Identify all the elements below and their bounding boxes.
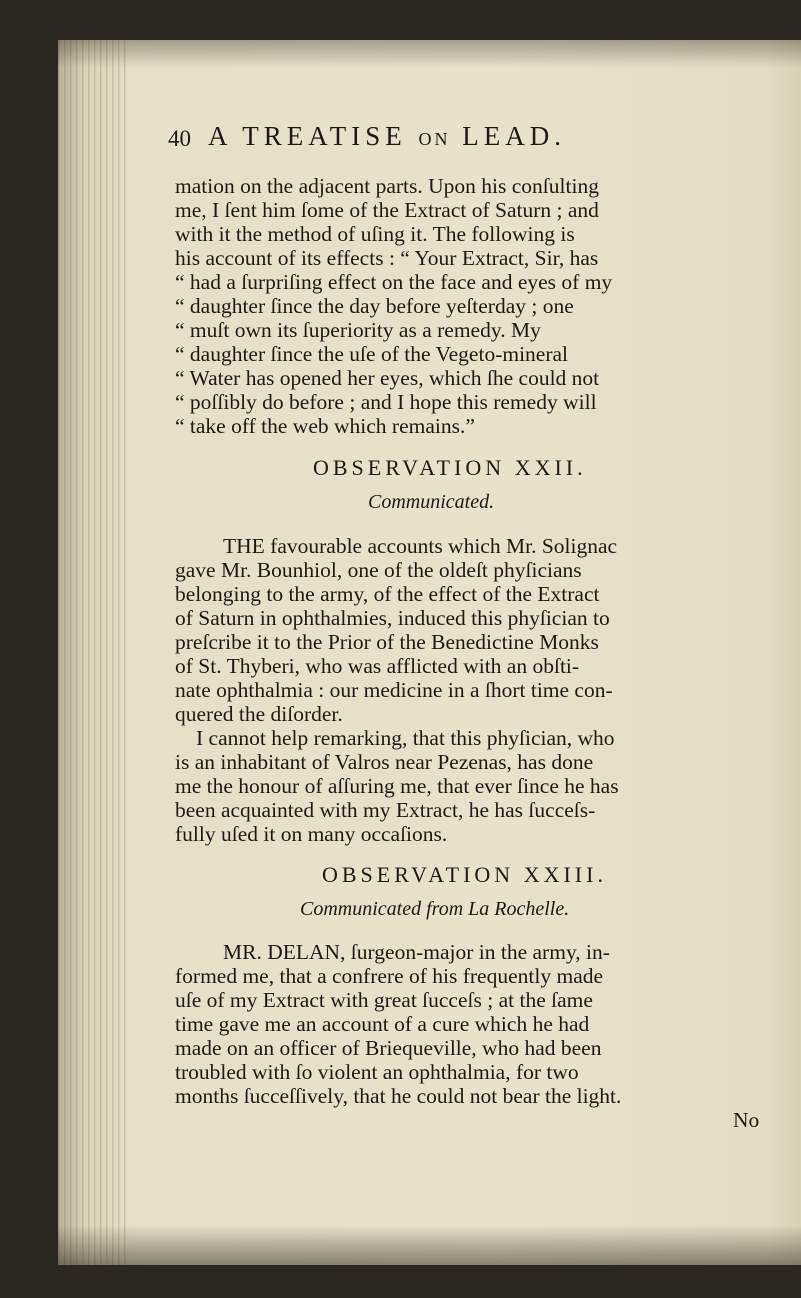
paragraph-2-line: gave Mr. Bounhiol, one of the oldeſt phyſicians — [175, 558, 582, 582]
paragraph-2-line: preſcribe it to the Prior of the Benedictine Monks — [175, 630, 599, 654]
paragraph-4-line: formed me, that a confrere of his frequently made — [175, 964, 604, 988]
paragraph-2-line: of Saturn in ophthalmies, induced this phyſician to — [175, 606, 610, 630]
paragraph-3-line: is an inhabitant of Valros near Pezenas, has done — [175, 750, 594, 774]
paragraph-1-line: “ muſt own its ſuperiority as a remedy. My — [175, 318, 541, 342]
running-title-end: LEAD. — [462, 121, 566, 151]
paragraph-1-line: mation on the adjacent parts. Upon his conſulting — [175, 174, 599, 198]
observation-22-subheading: Communicated. — [368, 491, 495, 513]
page-number: 40 — [168, 126, 191, 151]
running-title-main: A TREATISE — [208, 121, 407, 151]
paragraph-1-line: his account of its effects : “ Your Extract, Sir, has — [175, 246, 599, 270]
paragraph-2-line: of St. Thyberi, who was afflicted with an obſti- — [175, 654, 580, 678]
paragraph-3-line: been acquainted with my Extract, he has ſucceſs- — [175, 798, 596, 822]
paragraph-4-line: MR. DELAN, ſurgeon-major in the army, in- — [223, 940, 610, 964]
observation-23-heading: OBSERVATION XXIII. — [322, 862, 607, 887]
paragraph-1-line: “ daughter ſince the day before yeſterday ; one — [175, 294, 574, 318]
paragraph-1-line: “ take off the web which remains.” — [175, 414, 475, 438]
paragraph-3-line: me the honour of aſſuring me, that ever ſince he has — [175, 774, 619, 798]
paragraph-1-line: “ poſſibly do before ; and I hope this remedy will — [175, 390, 597, 414]
running-title-small: ON — [418, 129, 451, 149]
paragraph-2-line: nate ophthalmia : our medicine in a ſhort time con- — [175, 678, 613, 702]
paragraph-1-line: “ had a ſurpriſing effect on the face and eyes of my — [175, 270, 613, 294]
paragraph-2-line: quered the diſorder. — [175, 702, 343, 726]
paragraph-4-line: time gave me an account of a cure which he had — [175, 1012, 590, 1036]
paragraph-1-line: “ Water has opened her eyes, which ſhe could not — [175, 366, 600, 390]
observation-23-subheading: Communicated from La Rochelle. — [300, 898, 570, 920]
paragraph-3-line: fully uſed it on many occaſions. — [175, 822, 448, 846]
paragraph-1-line: with it the method of uſing it. The following is — [175, 222, 575, 246]
paragraph-3-line: I cannot help remarking, that this phyſician, who — [196, 726, 615, 750]
paragraph-2-line: belonging to the army, of the effect of the Extract — [175, 582, 600, 606]
paragraph-4-line: troubled with ſo violent an ophthalmia, for two — [175, 1060, 579, 1084]
paragraph-4-line: months ſucceſſively, that he could not bear the light. — [175, 1084, 622, 1108]
paragraph-2-line: THE favourable accounts which Mr. Solignac — [223, 534, 618, 558]
paragraph-4-line: made on an officer of Briequeville, who had been — [175, 1036, 602, 1060]
paragraph-4-line: uſe of my Extract with great ſucceſs ; at the ſame — [175, 988, 593, 1012]
paragraph-1-line: me, I ſent him ſome of the Extract of Saturn ; and — [175, 198, 599, 222]
paragraph-1-line: “ daughter ſince the uſe of the Vegeto-mineral — [175, 342, 569, 366]
observation-22-heading: OBSERVATION XXII. — [313, 455, 587, 480]
catchword: No — [733, 1108, 760, 1132]
